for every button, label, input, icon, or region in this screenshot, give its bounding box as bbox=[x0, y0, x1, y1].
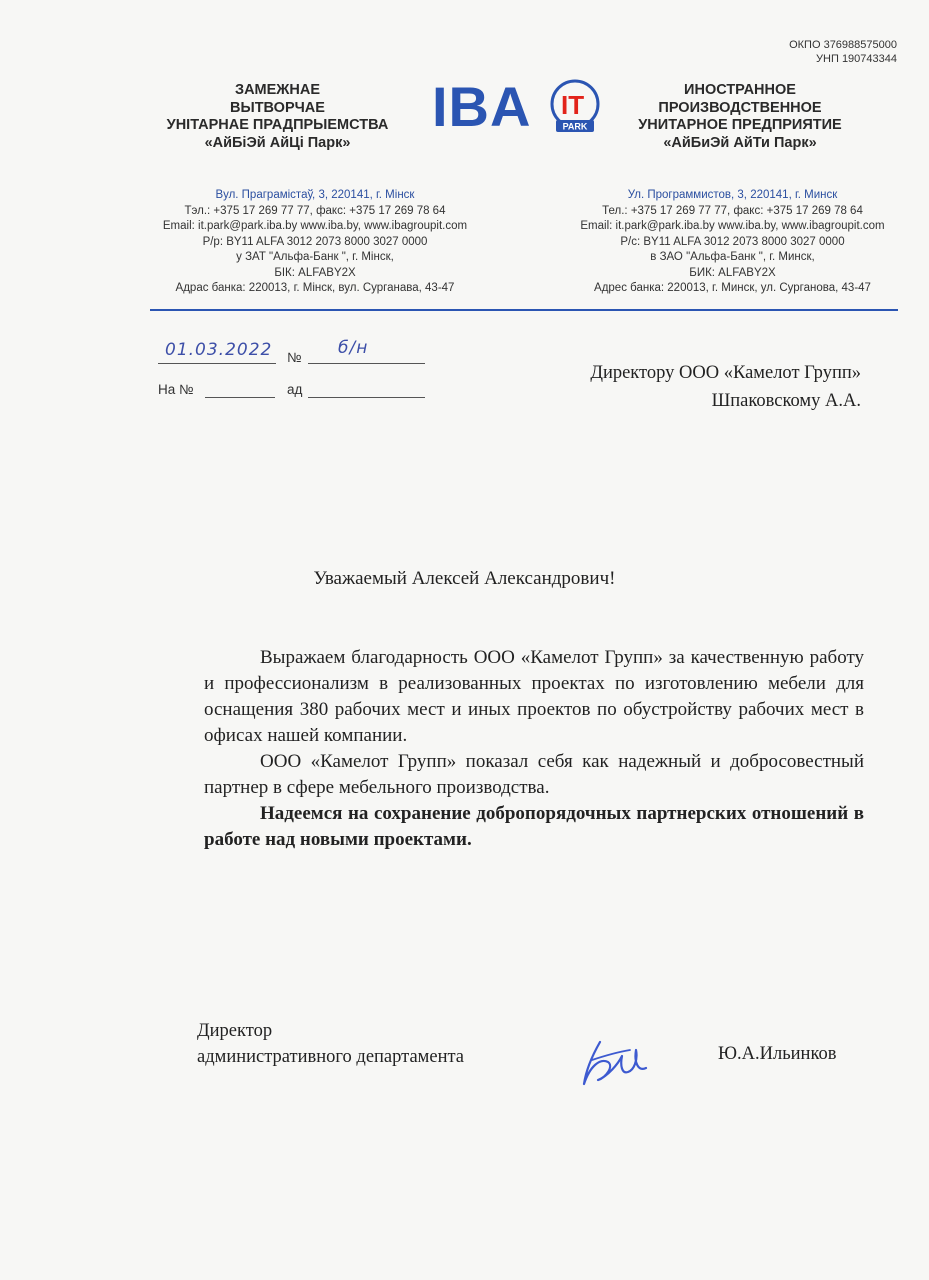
address-line: Email: it.park@park.iba.by www.iba.by, www.ibagroupit.com bbox=[162, 220, 468, 232]
reference-date-line bbox=[308, 397, 425, 398]
addressee-line: Шпаковскому А.А. bbox=[711, 391, 861, 411]
address-line: у ЗАТ "Альфа-Банк ", г. Мінск, bbox=[236, 251, 394, 263]
reference-date-label: ад bbox=[287, 382, 303, 397]
address-line: Тел.: +375 17 269 77 77, факс: +375 17 269 78 64 bbox=[602, 204, 863, 217]
body-paragraph: Выражаем благодарность ООО «Камелот Групп» за качественную работу и профессионализм в реализованных проектах по изготовлению мебели для оснащения 380 рабочих мест и иных проектов по обустройству рабочих мест в офисах нашей компании. bbox=[204, 647, 864, 746]
date-underline bbox=[158, 363, 276, 364]
org-name-by bbox=[140, 82, 415, 152]
number-underline bbox=[308, 363, 425, 364]
address-line: БІК: ALFABY2X bbox=[274, 266, 356, 279]
position-line: административного департамента bbox=[197, 1047, 465, 1067]
letter-date: 01.03.2022 bbox=[165, 340, 273, 360]
number-label: № bbox=[287, 350, 302, 365]
reference-number-label: На № bbox=[158, 382, 194, 397]
org-ru-line: ИНОСТРАННОЕ bbox=[684, 82, 796, 98]
address-block-ru bbox=[555, 188, 910, 297]
letter-number: б/н bbox=[338, 338, 369, 358]
org-by-line: ЗАМЕЖНАЕ bbox=[234, 82, 321, 98]
logo-it-text: IT bbox=[561, 90, 585, 120]
address-line: Email: it.park@park.iba.by www.iba.by, www.ibagroupit.com bbox=[580, 220, 885, 232]
org-ru-line: УНИТАРНОЕ ПРЕДПРИЯТИЕ bbox=[638, 117, 842, 133]
logo-iba-text: IBA bbox=[432, 76, 532, 138]
org-by-line: ВЫТВОРЧАЕ bbox=[230, 99, 325, 116]
salutation: Уважаемый Алексей Александрович! bbox=[313, 568, 616, 589]
address-line: Тэл.: +375 17 269 77 77, факс: +375 17 269 78 64 bbox=[184, 204, 446, 217]
signatory-position bbox=[197, 1018, 464, 1070]
address-block-by bbox=[150, 188, 480, 297]
header-divider bbox=[150, 309, 898, 311]
org-ru-line: «АйБиЭй АйТи Парк» bbox=[663, 134, 817, 151]
org-ru-line: ПРОИЗВОДСТВЕННОЕ bbox=[658, 99, 822, 116]
org-by-line: «АйБіЭй АйЦі Парк» bbox=[204, 134, 351, 151]
body-paragraph: ООО «Камелот Групп» показал себя как надежный и добросовестный партнер в сфере мебельного производства. bbox=[204, 751, 864, 798]
letter-body bbox=[204, 645, 864, 853]
address-line: Вул. Праграмістаў, 3, 220141, г. Мінск bbox=[215, 189, 415, 201]
org-name-ru bbox=[580, 82, 900, 152]
registration-codes bbox=[789, 38, 897, 66]
address-line: БИК: ALFABY2X bbox=[689, 266, 776, 279]
address-line: Ул. Программистов, 3, 220141, г. Минск bbox=[627, 189, 838, 201]
org-by-line: УНІТАРНАЕ ПРАДПРЫЕМСТВА bbox=[166, 117, 389, 133]
position-line: Директор bbox=[197, 1021, 273, 1041]
address-line: Р/р: BY11 ALFA 3012 2073 8000 3027 0000 bbox=[202, 235, 428, 248]
body-paragraph-bold: Надеемся на сохранение добропорядочных партнерских отношений в работе над новыми проектами. bbox=[204, 803, 864, 850]
signatory-name: Ю.А.Ильинков bbox=[718, 1044, 837, 1064]
okpo-code: ОКПО 376988575000 bbox=[789, 39, 897, 51]
address-line: Адрес банка: 220013, г. Минск, ул. Сурганова, 43-47 bbox=[594, 282, 871, 294]
reference-number-line bbox=[205, 397, 275, 398]
addressee-line: Директору ООО «Камелот Групп» bbox=[590, 363, 861, 383]
unp-code: УНП 190743344 bbox=[816, 53, 897, 65]
logo-park-text: PARK bbox=[562, 121, 588, 132]
address-line: в ЗАО "Альфа-Банк ", г. Минск, bbox=[650, 251, 815, 263]
addressee bbox=[590, 359, 861, 415]
iba-it-park-logo bbox=[432, 76, 602, 138]
address-line: Р/с: BY11 ALFA 3012 2073 8000 3027 0000 bbox=[620, 235, 845, 248]
address-line: Адрас банка: 220013, г. Мінск, вул. Сурганава, 43-47 bbox=[175, 282, 455, 294]
handwritten-signature bbox=[578, 1036, 653, 1091]
